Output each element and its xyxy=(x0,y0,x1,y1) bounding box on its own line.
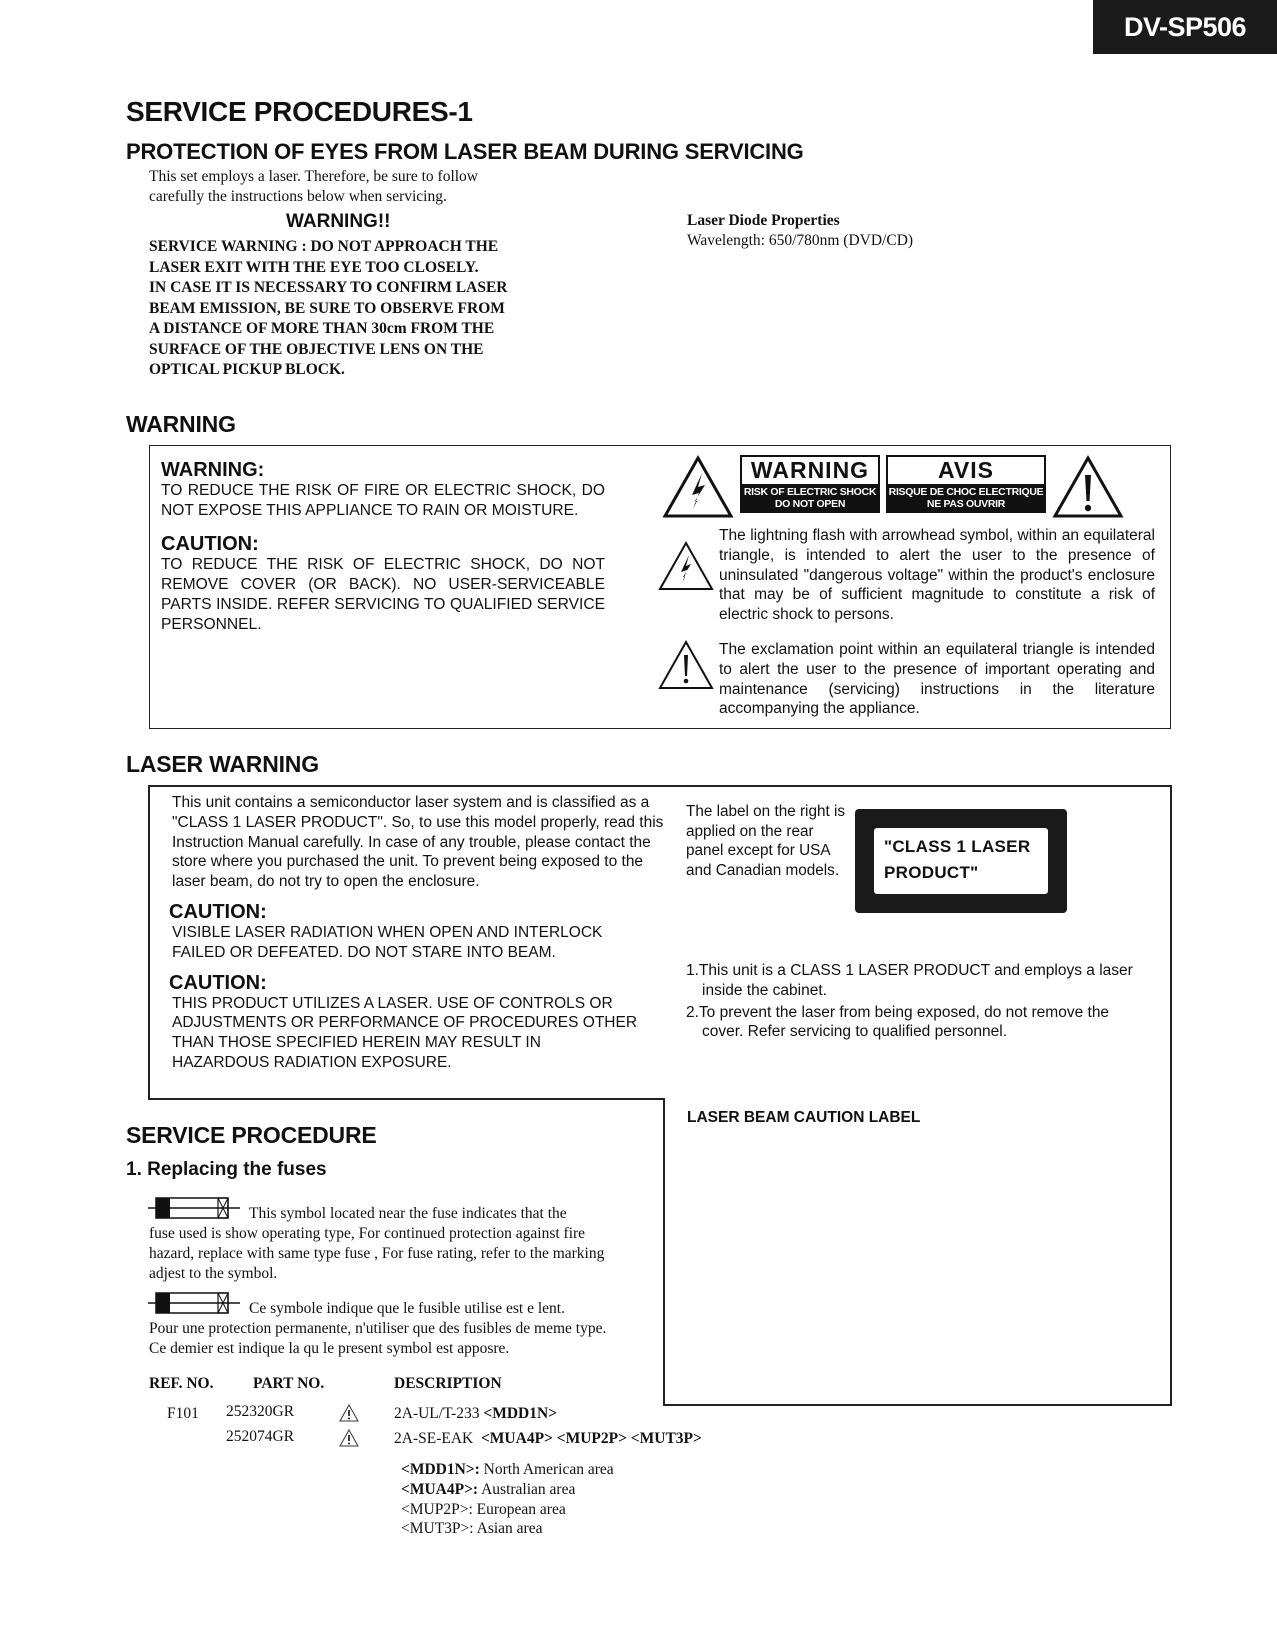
safety-warning-icon xyxy=(339,1404,359,1427)
avis-sign-subtitle xyxy=(888,484,1044,512)
fuse-en-rest: fuse used is show operating type, For continued protection against fire hazard, replace with same type fuse , For fuse rating, refer to the marking adjest to the symbol. xyxy=(149,1225,605,1282)
area-name: North American area xyxy=(483,1461,614,1478)
exclamation-description: The exclamation point within an equilateral triangle is intended to alert the user to the presence of important operating and maintenance (servicing) instructions in the literature accompanying the appliance. xyxy=(719,641,1155,718)
protection-heading: PROTECTION OF EYES FROM LASER BEAM DURING SERVICING xyxy=(126,139,804,164)
laser-diode-properties xyxy=(687,211,913,251)
column-header-ref: REF. NO. xyxy=(149,1375,214,1392)
area-legend-item xyxy=(401,1460,614,1480)
laser-box-border-left xyxy=(148,785,150,1099)
area-code: <MUT3P>: xyxy=(401,1520,474,1538)
warning-sign-subtitle xyxy=(742,484,878,512)
area-name: Asian area xyxy=(476,1520,543,1538)
area-legend xyxy=(401,1460,614,1539)
warning-label: WARNING: xyxy=(161,459,265,481)
lightning-triangle-small-icon xyxy=(658,541,714,596)
intro-line: carefully the instructions below when servicing. xyxy=(149,188,447,205)
row1-ref: F101 xyxy=(167,1405,199,1422)
avis-sign xyxy=(886,455,1046,513)
warning-text: TO REDUCE THE RISK OF FIRE OR ELECTRIC SHOCK, DO NOT EXPOSE THIS APPLIANCE TO RAIN OR MOISTURE. xyxy=(161,482,605,519)
caution-label: CAUTION: xyxy=(161,533,259,555)
laser-diode-title: Laser Diode Properties xyxy=(687,212,840,229)
warning-line: SERVICE WARNING : DO NOT APPROACH THE xyxy=(149,238,499,255)
exclamation-triangle-icon xyxy=(1052,455,1124,524)
area-legend-item xyxy=(401,1500,614,1520)
fuse-fr-first-line: Ce symbole indique que le fusible utilise est e lent. xyxy=(249,1300,565,1317)
area-code: <MUA4P>: xyxy=(401,1480,479,1498)
warning-line: LASER EXIT WITH THE EYE TOO CLOSELY. xyxy=(149,258,479,276)
safety-warning-icon xyxy=(339,1429,359,1452)
area-legend-item xyxy=(401,1519,614,1539)
row2-description xyxy=(394,1430,702,1448)
warning-line: BEAM EMISSION, BE SURE TO OBSERVE FROM xyxy=(149,299,505,317)
row1-description-codes: <MDD1N> xyxy=(483,1405,558,1422)
column-header-description: DESCRIPTION xyxy=(394,1375,502,1392)
page-title: SERVICE PROCEDURES-1 xyxy=(126,96,473,127)
laser-box-border-right xyxy=(1170,785,1172,1406)
area-name: Australian area xyxy=(481,1480,576,1498)
sign-line: NE PAS OUVRIR xyxy=(926,498,1006,510)
laser-diode-wavelength: Wavelength: 650/780nm (DVD/CD) xyxy=(687,232,914,249)
sign-line: RISK OF ELECTRIC SHOCK xyxy=(743,486,877,498)
class-label-line: "CLASS 1 LASER xyxy=(884,837,1031,856)
warning-line: IN CASE IT IS NECESSARY TO CONFIRM LASER xyxy=(149,279,508,296)
warning-left-column xyxy=(161,459,605,635)
warning-sign-title: WARNING xyxy=(750,457,870,483)
warning-sign xyxy=(740,455,880,513)
warning-heading: WARNING xyxy=(126,411,236,437)
class-label-line: PRODUCT" xyxy=(884,863,979,882)
laser-box-border-mid xyxy=(148,1098,664,1100)
avis-sign-title: AVIS xyxy=(938,457,994,483)
fuse-en-first-line: This symbol located near the fuse indicates that the xyxy=(249,1205,567,1222)
replacing-fuses-heading: 1. Replacing the fuses xyxy=(126,1159,327,1180)
area-name: European area xyxy=(476,1500,566,1518)
exclamation-triangle-small-icon xyxy=(658,640,714,695)
laser-caution2-text: THIS PRODUCT UTILIZES A LASER. USE OF CONTROLS OR ADJUSTMENTS OR PERFORMANCE OF PROCEDURES OTHER THAN THOSE SPECIFIED HEREIN MAY RESULT IN HAZARDOUS RADIATION EXPOSURE. xyxy=(172,994,638,1071)
row1-part: 252320GR xyxy=(226,1403,295,1420)
laser-warning-heading: LASER WARNING xyxy=(126,751,319,777)
column-header-part: PART NO. xyxy=(253,1375,325,1392)
laser-left-column xyxy=(169,793,668,1073)
label-note: The label on the right is applied on the rear panel except for USA and Canadian models. xyxy=(686,803,846,880)
class1-laser-label xyxy=(855,809,1067,913)
area-legend-item xyxy=(401,1480,614,1500)
laser-note-item: 1.This unit is a CLASS 1 LASER PRODUCT and employs a laser inside the cabinet. xyxy=(686,962,1133,999)
class1-laser-label-inner xyxy=(874,828,1048,894)
laser-notes-list xyxy=(686,961,1146,1042)
laser-caution1-label: CAUTION: xyxy=(169,900,267,923)
service-warning-text xyxy=(149,237,508,381)
area-code: <MUP2P>: xyxy=(401,1500,473,1518)
caution-text: TO REDUCE THE RISK OF ELECTRIC SHOCK, DO NOT REMOVE COVER (OR BACK). NO USER-SERVICEABLE PARTS INSIDE. REFER SERVICING TO QUALIFIED SERVICE PERSONNEL. xyxy=(161,556,605,633)
laser-caution1-text: VISIBLE LASER RADIATION WHEN OPEN AND INTERLOCK FAILED OR DEFEATED. DO NOT STARE INTO BEAM. xyxy=(172,923,603,961)
fuse-description-en xyxy=(149,1204,609,1284)
lightning-description: The lightning flash with arrowhead symbol, within an equilateral triangle, is intended to alert the user to the presence of uninsulated "dangerous voltage" within the product's enclosure that may be of sufficient magnitude to constitute a risk of electric shock to persons. xyxy=(719,527,1155,624)
laser-beam-caution-label: LASER BEAM CAUTION LABEL xyxy=(687,1109,921,1126)
laser-intro: This unit contains a semiconductor laser system and is classified as a "CLASS 1 LASER PRODUCT". So, to use this model properly, read this Instruction Manual carefully. In case of any trouble, please contact the store where you purchased the unit. To prevent being exposed to the laser beam, do not try to open the enclosure. xyxy=(172,794,664,891)
laser-box-border-top xyxy=(148,785,1171,787)
warning-line: OPTICAL PICKUP BLOCK. xyxy=(149,361,345,378)
warning-line: A DISTANCE OF MORE THAN 30cm FROM THE xyxy=(149,320,495,337)
laser-box-border-inner-left xyxy=(663,1098,665,1405)
fuse-fr-rest: Pour une protection permanente, n'utiliser que des fusibles de meme type. Ce demier est indique la qu le present symbol est apposre. xyxy=(149,1320,607,1357)
row1-description-text: 2A-UL/T-233 xyxy=(394,1405,480,1422)
sign-line: DO NOT OPEN xyxy=(774,498,846,510)
service-procedure-heading: SERVICE PROCEDURE xyxy=(126,1122,377,1148)
fuse-description-fr xyxy=(149,1299,619,1359)
sign-line: RISQUE DE CHOC ELECTRIQUE xyxy=(888,486,1044,498)
row2-description-codes: <MUA4P> <MUP2P> <MUT3P> xyxy=(480,1430,702,1447)
warning-symbols-row xyxy=(662,455,1124,524)
row2-part: 252074GR xyxy=(226,1428,295,1445)
warning-line: SURFACE OF THE OBJECTIVE LENS ON THE xyxy=(149,340,484,358)
model-name: DV-SP506 xyxy=(1123,11,1247,42)
protection-intro xyxy=(149,167,478,207)
intro-line: This set employs a laser. Therefore, be sure to follow xyxy=(149,168,478,185)
laser-note-item: 2.To prevent the laser from being exposed, do not remove the cover. Refer servicing to qualified personnel. xyxy=(686,1003,1110,1041)
row1-description xyxy=(394,1405,557,1423)
service-warning-title: WARNING!! xyxy=(286,211,391,232)
row2-description-text: 2A-SE-EAK xyxy=(394,1430,474,1447)
area-code: <MDD1N>: xyxy=(401,1461,480,1478)
laser-caution2-label: CAUTION: xyxy=(169,971,267,994)
lightning-triangle-icon xyxy=(662,455,734,524)
model-badge xyxy=(1093,0,1277,54)
